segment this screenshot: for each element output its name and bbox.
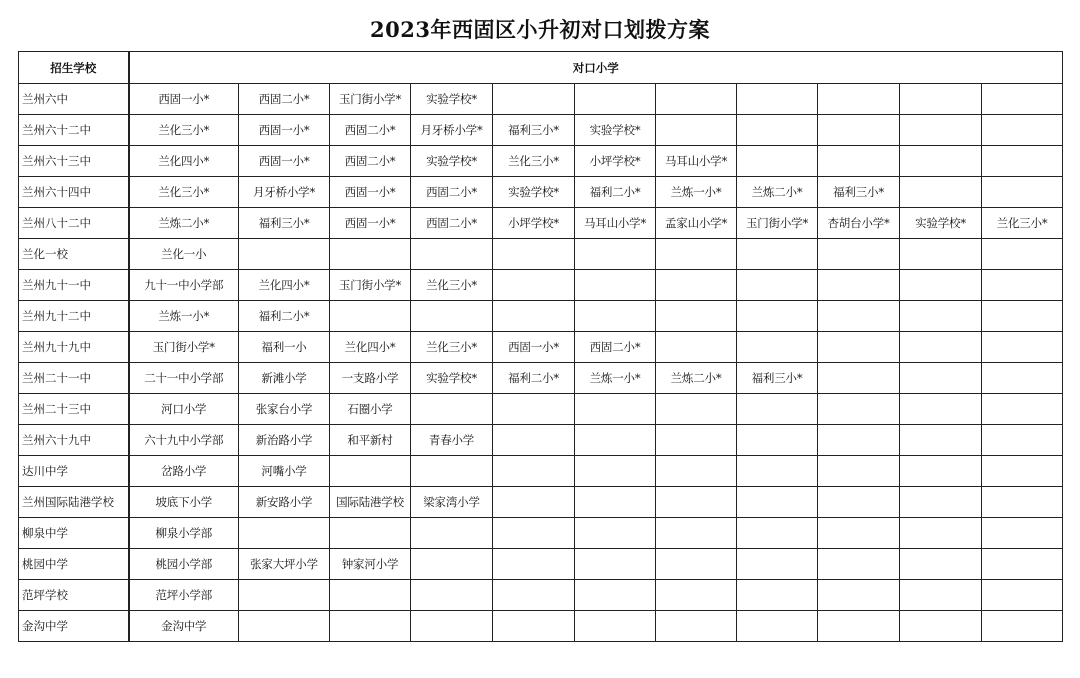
cell-primary-school <box>411 239 493 270</box>
cell-primary-school: 马耳山小学* <box>575 208 656 239</box>
cell-primary-school: 兰化四小* <box>330 332 411 363</box>
cell-primary-school: 兰炼二小* <box>129 208 239 239</box>
cell-primary-school: 福利二小* <box>239 301 330 332</box>
table-row <box>19 301 1063 332</box>
cell-primary-school <box>982 270 1063 301</box>
table-row <box>19 518 1063 549</box>
cell-primary-school <box>982 332 1063 363</box>
cell-primary-school <box>982 456 1063 487</box>
cell-school: 金沟中学 <box>19 611 129 642</box>
cell-primary-school: 西固一小* <box>129 84 239 115</box>
cell-school: 兰州国际陆港学校 <box>19 487 129 518</box>
cell-primary-school <box>982 363 1063 394</box>
table-row <box>19 239 1063 270</box>
cell-primary-school: 兰炼二小* <box>737 177 818 208</box>
cell-primary-school: 西固二小* <box>239 84 330 115</box>
table-row <box>19 146 1063 177</box>
cell-primary-school <box>818 363 900 394</box>
cell-primary-school <box>737 518 818 549</box>
cell-primary-school: 兰炼一小* <box>575 363 656 394</box>
cell-primary-school <box>411 611 493 642</box>
table-row <box>19 84 1063 115</box>
cell-school: 兰州六十三中 <box>19 146 129 177</box>
cell-primary-school: 一支路小学 <box>330 363 411 394</box>
cell-primary-school <box>493 239 575 270</box>
cell-primary-school: 玉门街小学* <box>330 270 411 301</box>
cell-primary-school <box>575 301 656 332</box>
cell-primary-school <box>982 115 1063 146</box>
cell-primary-school <box>737 146 818 177</box>
cell-primary-school <box>493 425 575 456</box>
cell-primary-school: 六十九中小学部 <box>129 425 239 456</box>
cell-primary-school <box>818 611 900 642</box>
table-row <box>19 363 1063 394</box>
cell-primary-school: 实验学校* <box>411 363 493 394</box>
cell-primary-school: 石圈小学 <box>330 394 411 425</box>
cell-primary-school: 实验学校* <box>900 208 982 239</box>
cell-primary-school <box>900 177 982 208</box>
cell-primary-school <box>818 580 900 611</box>
cell-primary-school <box>330 301 411 332</box>
cell-primary-school <box>656 487 737 518</box>
table-header-row <box>19 52 1063 84</box>
cell-primary-school <box>818 456 900 487</box>
cell-primary-school: 西固一小* <box>239 146 330 177</box>
cell-primary-school <box>982 611 1063 642</box>
cell-primary-school <box>818 518 900 549</box>
cell-primary-school <box>656 611 737 642</box>
cell-school: 兰州六十九中 <box>19 425 129 456</box>
cell-primary-school: 兰炼一小* <box>129 301 239 332</box>
table-row <box>19 115 1063 146</box>
cell-primary-school: 西固二小* <box>575 332 656 363</box>
cell-primary-school: 岔路小学 <box>129 456 239 487</box>
cell-primary-school <box>411 301 493 332</box>
cell-primary-school <box>900 332 982 363</box>
cell-primary-school <box>656 394 737 425</box>
cell-primary-school <box>737 84 818 115</box>
cell-primary-school <box>818 84 900 115</box>
column-header-primary: 对口小学 <box>129 52 1063 84</box>
cell-primary-school: 孟家山小学* <box>656 208 737 239</box>
cell-primary-school <box>656 456 737 487</box>
cell-primary-school <box>900 270 982 301</box>
cell-primary-school <box>575 425 656 456</box>
cell-primary-school <box>900 425 982 456</box>
cell-primary-school: 福利三小* <box>818 177 900 208</box>
cell-primary-school <box>656 301 737 332</box>
cell-primary-school <box>330 456 411 487</box>
cell-primary-school <box>575 456 656 487</box>
cell-primary-school <box>493 580 575 611</box>
cell-primary-school: 钟家河小学 <box>330 549 411 580</box>
cell-primary-school <box>575 394 656 425</box>
column-header-school: 招生学校 <box>19 52 129 84</box>
cell-school: 兰州二十一中 <box>19 363 129 394</box>
cell-school: 柳泉中学 <box>19 518 129 549</box>
cell-primary-school: 国际陆港学校 <box>330 487 411 518</box>
cell-primary-school <box>982 394 1063 425</box>
cell-school: 兰州六中 <box>19 84 129 115</box>
cell-primary-school <box>737 115 818 146</box>
cell-primary-school: 桃园小学部 <box>129 549 239 580</box>
cell-primary-school <box>818 332 900 363</box>
cell-primary-school: 西固二小* <box>411 177 493 208</box>
cell-primary-school <box>900 611 982 642</box>
cell-primary-school <box>493 394 575 425</box>
table-row <box>19 425 1063 456</box>
cell-primary-school <box>493 611 575 642</box>
cell-school: 兰州九十一中 <box>19 270 129 301</box>
cell-primary-school <box>900 363 982 394</box>
cell-primary-school <box>818 270 900 301</box>
cell-primary-school <box>900 84 982 115</box>
cell-primary-school: 二十一中小学部 <box>129 363 239 394</box>
cell-primary-school: 福利三小* <box>737 363 818 394</box>
cell-primary-school: 坡底下小学 <box>129 487 239 518</box>
cell-primary-school <box>818 394 900 425</box>
cell-primary-school <box>411 518 493 549</box>
cell-primary-school <box>900 301 982 332</box>
cell-primary-school: 兰炼一小* <box>656 177 737 208</box>
cell-primary-school: 西固二小* <box>330 146 411 177</box>
cell-primary-school <box>411 580 493 611</box>
cell-primary-school: 兰化三小* <box>982 208 1063 239</box>
cell-primary-school: 河口小学 <box>129 394 239 425</box>
cell-primary-school <box>330 580 411 611</box>
cell-primary-school <box>493 84 575 115</box>
cell-primary-school <box>493 487 575 518</box>
cell-primary-school <box>818 115 900 146</box>
cell-primary-school <box>330 611 411 642</box>
table-body <box>19 84 1063 642</box>
cell-primary-school: 月牙桥小学* <box>411 115 493 146</box>
cell-primary-school <box>330 239 411 270</box>
cell-primary-school <box>900 487 982 518</box>
cell-primary-school: 马耳山小学* <box>656 146 737 177</box>
cell-primary-school <box>737 549 818 580</box>
cell-primary-school <box>239 518 330 549</box>
cell-primary-school: 兰炼二小* <box>656 363 737 394</box>
allocation-table <box>18 51 1063 642</box>
cell-primary-school <box>982 487 1063 518</box>
cell-primary-school <box>493 301 575 332</box>
cell-primary-school <box>575 84 656 115</box>
cell-primary-school: 福利三小* <box>493 115 575 146</box>
cell-primary-school: 新安路小学 <box>239 487 330 518</box>
cell-primary-school <box>737 394 818 425</box>
cell-primary-school <box>982 580 1063 611</box>
page-title: 2023年西固区小升初对口划拨方案 <box>370 17 710 42</box>
cell-primary-school <box>818 487 900 518</box>
cell-primary-school <box>982 549 1063 580</box>
cell-primary-school: 和平新村 <box>330 425 411 456</box>
cell-primary-school <box>656 239 737 270</box>
cell-primary-school <box>575 549 656 580</box>
cell-primary-school: 范坪小学部 <box>129 580 239 611</box>
cell-primary-school <box>575 487 656 518</box>
cell-primary-school: 兰化四小* <box>239 270 330 301</box>
cell-primary-school <box>656 84 737 115</box>
cell-primary-school: 九十一中小学部 <box>129 270 239 301</box>
cell-school: 兰州二十三中 <box>19 394 129 425</box>
cell-primary-school <box>239 239 330 270</box>
table-row <box>19 394 1063 425</box>
cell-primary-school: 兰化四小* <box>129 146 239 177</box>
cell-primary-school: 兰化三小* <box>411 332 493 363</box>
cell-primary-school <box>656 518 737 549</box>
cell-primary-school: 福利二小* <box>493 363 575 394</box>
cell-primary-school <box>982 146 1063 177</box>
cell-primary-school <box>493 456 575 487</box>
table-row <box>19 177 1063 208</box>
cell-primary-school <box>818 146 900 177</box>
cell-primary-school <box>818 425 900 456</box>
cell-primary-school <box>656 270 737 301</box>
cell-primary-school: 西固一小* <box>493 332 575 363</box>
cell-primary-school <box>900 239 982 270</box>
cell-primary-school <box>493 549 575 580</box>
cell-primary-school: 实验学校* <box>575 115 656 146</box>
cell-primary-school <box>982 84 1063 115</box>
cell-primary-school: 西固一小* <box>330 177 411 208</box>
table-row <box>19 611 1063 642</box>
cell-primary-school <box>411 549 493 580</box>
cell-primary-school <box>575 270 656 301</box>
cell-primary-school <box>575 580 656 611</box>
cell-primary-school <box>493 518 575 549</box>
cell-primary-school: 梁家湾小学 <box>411 487 493 518</box>
cell-primary-school: 实验学校* <box>411 146 493 177</box>
cell-primary-school: 玉门街小学* <box>737 208 818 239</box>
table-row <box>19 580 1063 611</box>
cell-primary-school: 张家大坪小学 <box>239 549 330 580</box>
cell-primary-school <box>656 332 737 363</box>
cell-primary-school <box>411 394 493 425</box>
cell-school: 范坪学校 <box>19 580 129 611</box>
cell-primary-school <box>411 456 493 487</box>
cell-primary-school <box>239 611 330 642</box>
cell-primary-school: 西固一小* <box>239 115 330 146</box>
cell-primary-school: 福利二小* <box>575 177 656 208</box>
cell-primary-school: 兰化一小 <box>129 239 239 270</box>
cell-primary-school: 西固二小* <box>330 115 411 146</box>
cell-primary-school: 新滩小学 <box>239 363 330 394</box>
cell-primary-school: 金沟中学 <box>129 611 239 642</box>
cell-primary-school <box>737 332 818 363</box>
cell-primary-school <box>900 456 982 487</box>
cell-primary-school <box>575 239 656 270</box>
cell-primary-school: 月牙桥小学* <box>239 177 330 208</box>
cell-primary-school <box>900 580 982 611</box>
table-row <box>19 456 1063 487</box>
cell-primary-school: 张家台小学 <box>239 394 330 425</box>
cell-primary-school <box>239 580 330 611</box>
cell-school: 兰州六十二中 <box>19 115 129 146</box>
cell-primary-school: 福利三小* <box>239 208 330 239</box>
cell-primary-school: 青春小学 <box>411 425 493 456</box>
cell-primary-school: 实验学校* <box>493 177 575 208</box>
cell-primary-school <box>737 487 818 518</box>
cell-school: 达川中学 <box>19 456 129 487</box>
cell-primary-school: 兰化三小* <box>129 115 239 146</box>
cell-primary-school <box>900 518 982 549</box>
cell-school: 兰州八十二中 <box>19 208 129 239</box>
cell-primary-school <box>818 301 900 332</box>
cell-primary-school <box>575 611 656 642</box>
cell-primary-school <box>575 518 656 549</box>
table-row <box>19 487 1063 518</box>
cell-primary-school: 玉门街小学* <box>330 84 411 115</box>
cell-primary-school <box>737 239 818 270</box>
cell-primary-school <box>982 239 1063 270</box>
cell-primary-school <box>818 549 900 580</box>
cell-primary-school: 西固二小* <box>411 208 493 239</box>
cell-primary-school: 柳泉小学部 <box>129 518 239 549</box>
cell-primary-school <box>900 549 982 580</box>
cell-primary-school: 新治路小学 <box>239 425 330 456</box>
cell-primary-school <box>982 301 1063 332</box>
cell-school: 兰州九十二中 <box>19 301 129 332</box>
cell-primary-school: 兰化三小* <box>129 177 239 208</box>
cell-primary-school <box>818 239 900 270</box>
cell-primary-school <box>656 115 737 146</box>
cell-primary-school <box>900 146 982 177</box>
cell-primary-school <box>982 518 1063 549</box>
cell-primary-school <box>737 270 818 301</box>
cell-primary-school <box>493 270 575 301</box>
cell-primary-school <box>656 549 737 580</box>
cell-primary-school: 小坪学校* <box>493 208 575 239</box>
table-row <box>19 332 1063 363</box>
cell-primary-school <box>737 580 818 611</box>
cell-primary-school: 西固一小* <box>330 208 411 239</box>
cell-primary-school <box>330 518 411 549</box>
cell-primary-school <box>982 177 1063 208</box>
cell-school: 桃园中学 <box>19 549 129 580</box>
table-row <box>19 270 1063 301</box>
cell-school: 兰州九十九中 <box>19 332 129 363</box>
cell-primary-school <box>737 301 818 332</box>
cell-primary-school: 兰化三小* <box>411 270 493 301</box>
cell-primary-school: 实验学校* <box>411 84 493 115</box>
cell-primary-school <box>900 115 982 146</box>
cell-primary-school: 小坪学校* <box>575 146 656 177</box>
cell-school: 兰州六十四中 <box>19 177 129 208</box>
cell-primary-school: 福利一小 <box>239 332 330 363</box>
cell-primary-school <box>737 425 818 456</box>
cell-primary-school <box>656 425 737 456</box>
cell-primary-school: 河嘴小学 <box>239 456 330 487</box>
cell-primary-school <box>982 425 1063 456</box>
cell-primary-school <box>900 394 982 425</box>
cell-primary-school: 玉门街小学* <box>129 332 239 363</box>
cell-school: 兰化一校 <box>19 239 129 270</box>
table-row <box>19 208 1063 239</box>
cell-primary-school: 兰化三小* <box>493 146 575 177</box>
cell-primary-school <box>737 611 818 642</box>
table-row <box>19 549 1063 580</box>
cell-primary-school <box>737 456 818 487</box>
cell-primary-school: 杏胡台小学* <box>818 208 900 239</box>
cell-primary-school <box>656 580 737 611</box>
